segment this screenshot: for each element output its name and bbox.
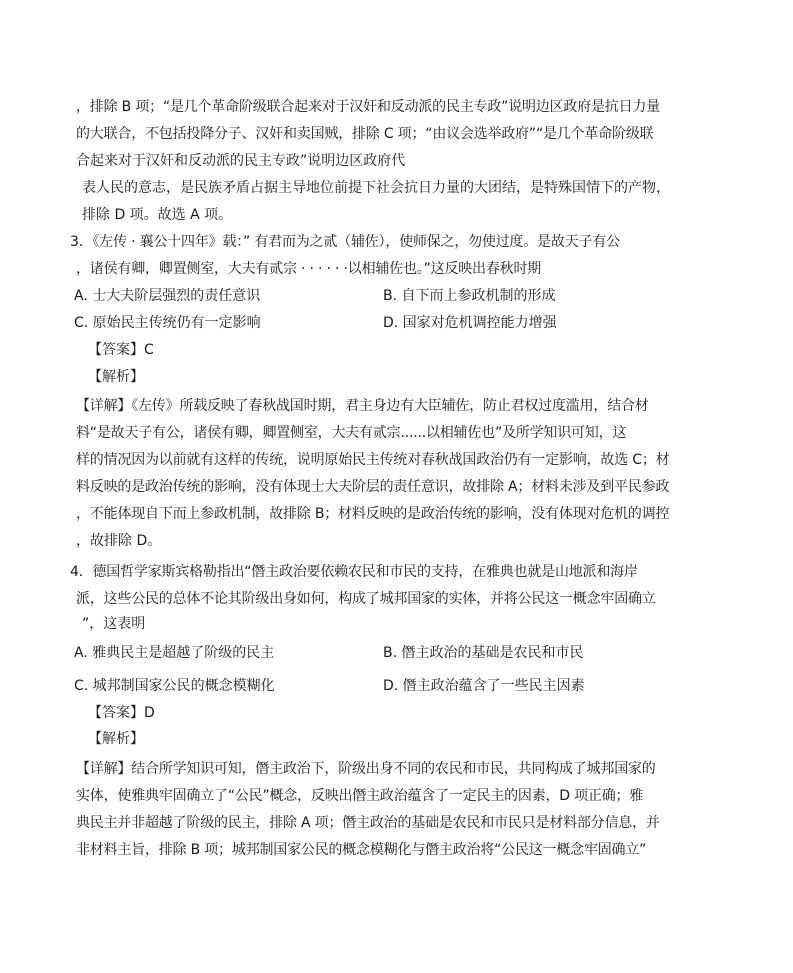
question-4-detail: 【详解】结合所学知识可知，僭主政治下，阶级出身不同的农民和市民，共同构成了城邦国家的	[76, 761, 656, 777]
question-4-option-d: D. 僭主政治蕴含了一些民主因素	[383, 678, 585, 694]
question-4-detail: 实体，使雅典牢固确立了“公民”概念，反映出僭主政治蕴含了一定民主的因素，D 项正确；雅	[76, 788, 644, 804]
text-line: ，排除 B 项；“是几个革命阶级联合起来对于汉奸和反动派的民主专政”说明边区政府是抗日力量	[76, 99, 661, 115]
question-3-option-d: D. 国家对危机调控能力增强	[383, 315, 557, 331]
question-4-answer: 【答案】D	[88, 705, 155, 721]
question-3-detail: 料反映的是政治传统的影响，没有体现士大夫阶层的责任意识，故排除 A；材料未涉及到平民参政	[76, 479, 670, 495]
question-4-option-c: C. 城邦制国家公民的概念模糊化	[74, 678, 275, 694]
question-3-stem: 3．《左传 · 襄公十四年》载：” 有君而为之贰（辅佐），使师保之，勿使过度。是故天子有公	[70, 234, 620, 250]
question-3-analysis-label: 【解析】	[88, 369, 144, 385]
question-4-analysis-label: 【解析】	[88, 731, 144, 747]
question-3-detail: 样的情况因为以前就有这样的传统，说明原始民主传统对春秋战国政治仍有一定影响，故选 C；材	[76, 452, 670, 468]
question-4-detail: 典民主并非超越了阶级的民主，排除 A 项；僭主政治的基础是农民和市民只是材料部分信息，并	[76, 815, 660, 831]
question-3-detail: ，不能体现自下而上参政机制，故排除 B；材料反映的是政治传统的影响，没有体现对危机的调控	[76, 506, 670, 522]
question-3-stem: ，诸侯有卿，卿置侧室，大夫有贰宗 · · · · · ·以相辅佐也。”这反映出春秋时期	[76, 261, 542, 277]
question-4-option-b: B. 僭主政治的基础是农民和市民	[383, 645, 584, 661]
question-3-detail: 料“是故天子有公，诸侯有卿，卿置侧室，大夫有贰宗......以相辅佐也”及所学知识可知，这	[76, 425, 627, 441]
question-4-detail: 非材料主旨，排除 B 项；城邦制国家公民的概念模糊化与僭主政治将“公民这一概念牢固确立”	[76, 842, 647, 858]
text-line: 的大联合，不包括投降分子、汉奸和卖国贼，排除 C 项；“由议会选举政府”“是几个革命阶级联	[76, 126, 654, 142]
text-line: 排除 D 项。故选 A 项。	[82, 207, 233, 223]
question-3-detail: ，故排除 D。	[76, 533, 162, 549]
question-3-option-b: B. 自下而上参政机制的形成	[383, 288, 556, 304]
text-line: 表人民的意志，是民族矛盾占据主导地位前提下社会抗日力量的大团结，是特殊国情下的产物，	[82, 180, 670, 196]
question-4-option-a: A. 雅典民主是超越了阶级的民主	[74, 645, 275, 661]
question-4-stem: 4．德国哲学家斯宾格勒指出“僭主政治要依赖农民和市民的支持，在雅典也就是山地派和海岸	[70, 564, 638, 580]
question-3-option-c: C. 原始民主传统仍有一定影响	[74, 315, 261, 331]
text-line: 合起来对于汉奸和反动派的民主专政”说明边区政府代	[76, 153, 406, 169]
question-3-detail: 【详解】《左传》所载反映了春秋战国时期，君主身边有大臣辅佐，防止君权过度滥用，结合材	[76, 398, 649, 414]
question-4-stem: ”，这表明	[82, 616, 146, 632]
question-4-stem: 派，这些公民的总体不论其阶级出身如何，构成了城邦国家的实体，并将公民这一概念牢固确立	[76, 591, 656, 607]
question-3-option-a: A. 士大夫阶层强烈的责任意识	[74, 288, 261, 304]
question-3-answer: 【答案】C	[88, 342, 154, 358]
